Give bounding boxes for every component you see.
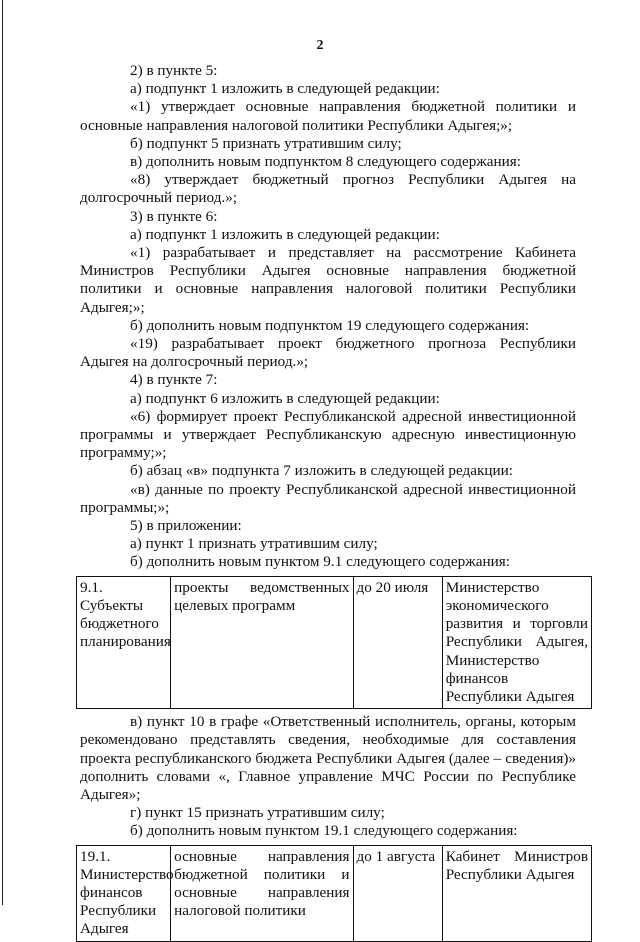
paragraph: 4) в пункте 7: — [130, 371, 218, 389]
table-cell-deadline: до 20 июля — [353, 576, 442, 708]
table-cell-subject: 19.1. Министерство финансов Республики Адыгея — [77, 845, 171, 941]
insert-table-19-1-wrapper — [80, 845, 588, 938]
paragraph: «в) данные по проекту Республиканской адресной инвестиционной программы;»; — [80, 480, 576, 516]
paragraph: 2) в пункте 5: — [130, 62, 218, 79]
table-row — [77, 576, 592, 708]
table-cell-deadline: до 1 августа — [353, 845, 442, 941]
amendments-part-1 — [80, 62, 576, 572]
paragraph: б) дополнить новым пунктом 19.1 следующего содержания: — [130, 822, 518, 840]
table-cell-document: основные направления бюджетной политики и основные направления налоговой политики — [171, 845, 353, 941]
paragraph: б) подпункт 5 признать утратившим силу; — [130, 134, 402, 152]
paragraph: 5) в приложении: — [130, 517, 242, 535]
paragraph: «1) разрабатывает и представляет на рассмотрение Кабинета Министров Республики Адыгея основные направления бюджетной политики и основные направления налоговой политики Республики Адыгея;»; — [80, 244, 576, 316]
paragraph: а) подпункт 6 изложить в следующей редакции: — [130, 389, 440, 407]
table-cell-responsible: Министерство экономического развития и торговли Республики Адыгея, Министерство финансов Республики Адыгея — [442, 576, 591, 708]
insert-table-19-1 — [76, 845, 592, 942]
paragraph: а) пункт 1 признать утратившим силу; — [130, 535, 378, 553]
paragraph: а) подпункт 1 изложить в следующей редакции: — [130, 225, 440, 243]
document-body — [80, 62, 588, 938]
paragraph: «6) формирует проект Республиканской адресной инвестиционной программы и утверждает Республиканскую адресную инвестиционную программу;»; — [80, 407, 576, 462]
paragraph: «19) разрабатывает проект бюджетного прогноза Республики Адыгея на долгосрочный период.»; — [80, 335, 576, 371]
paragraph: в) дополнить новым подпунктом 8 следующего содержания: — [130, 153, 522, 171]
paragraph: в) пункт 10 в графе «Ответственный исполнитель, органы, которым рекомендовано представлять сведения, необходимые для составления проекта республиканского бюджета Республики Адыгея (далее – сведения)» дополнить словами «, Главное управление МЧС России по Республике Адыгея»; — [80, 713, 576, 803]
insert-table-9-1 — [76, 576, 592, 709]
paragraph: г) пункт 15 признать утратившим силу; — [130, 804, 385, 822]
page-number: 2 — [316, 38, 324, 53]
table-row — [77, 845, 592, 941]
paragraph: 3) в пункте 6: — [130, 207, 218, 225]
paragraph: «1) утверждает основные направления бюджетной политики и основные направления налоговой политики Республики Адыгея;»; — [80, 98, 576, 134]
amendments-part-2 — [80, 713, 576, 840]
paragraph: б) дополнить новым пунктом 9.1 следующего содержания: — [130, 553, 510, 571]
paragraph: а) подпункт 1 изложить в следующей редакции: — [130, 80, 440, 98]
paragraph: б) абзац «в» подпункта 7 изложить в следующей редакции: — [130, 462, 514, 480]
scan-edge-line — [2, 0, 3, 905]
table-cell-document: проекты ведомственных целевых программ — [171, 576, 353, 708]
table-cell-subject: 9.1. Субъекты бюджетного планирования — [77, 576, 171, 708]
paragraph: б) дополнить новым подпунктом 19 следующего содержания: — [130, 316, 530, 334]
table-cell-responsible: Кабинет Министров Республики Адыгея — [442, 845, 591, 941]
paragraph: «8) утверждает бюджетный прогноз Республики Адыгея на долгосрочный период.»; — [80, 171, 576, 207]
